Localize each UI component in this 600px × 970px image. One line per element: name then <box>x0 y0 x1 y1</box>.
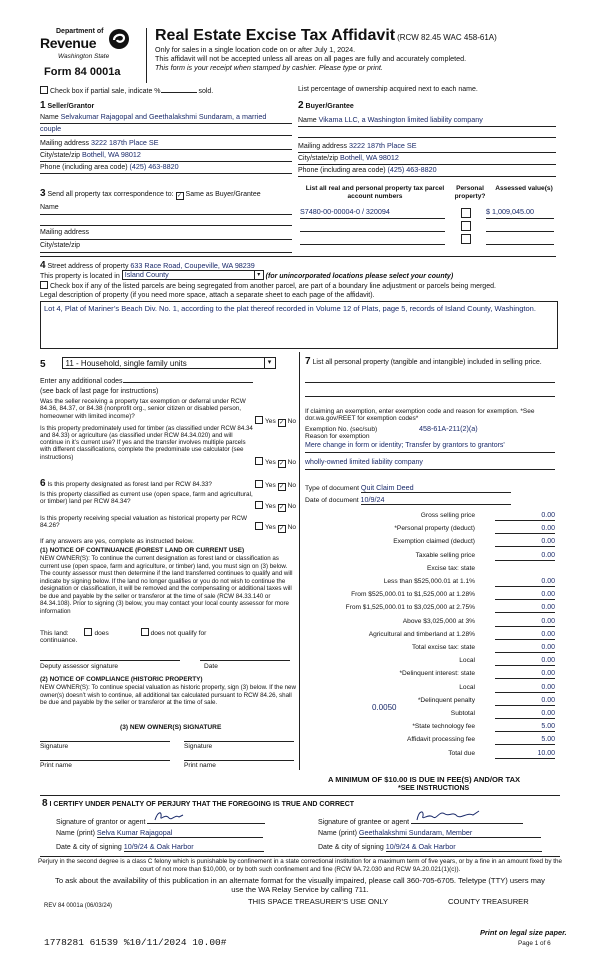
section5-q2: Is this property predominately used for timber (as classified under RCW 84.34 and 84.33) or agriculture (as classified under RCW 84.34.020) and will continue in it’s current use? If yes and the transfer involves multiple parcels with different classifications, complete the predominate use calculator (see instructions) <box>40 425 253 461</box>
personal-property-line-2[interactable] <box>305 396 555 397</box>
county-treasurer-label: COUNTY TREASURER <box>448 897 529 906</box>
calc-value[interactable]: 0.00 <box>495 512 555 521</box>
grantor-signature-row: Signature of grantor or agent <box>56 814 265 827</box>
treasurer-use-label: THIS SPACE TREASURER’S USE ONLY <box>248 897 389 906</box>
q2-yes-checkbox[interactable] <box>255 457 263 465</box>
if-yes-note: If any answers are yes, complete as instructed below. <box>40 538 194 545</box>
section3-city-field[interactable]: City/state/zip <box>40 242 292 253</box>
this-land-row: This land: does does not qualify for <box>40 630 207 637</box>
grantee-signature-field[interactable] <box>411 814 523 824</box>
calc-value[interactable]: 0.00 <box>495 710 555 719</box>
personal-property-checkbox-3[interactable] <box>461 234 471 244</box>
form-number: Form 84 0001a <box>44 66 121 78</box>
calc-label: Gross selling price <box>420 512 475 519</box>
logo-dept-line3: Washington State <box>58 53 110 60</box>
header-note-3: This form is your receipt when stamped by cashier. Please type or print. <box>155 63 383 72</box>
calc-label: *Personal property (deduct) <box>394 525 475 533</box>
calc-value[interactable]: 0.00 <box>495 525 555 534</box>
dor-logo <box>40 28 140 68</box>
buyer-heading: 2 Buyer/Grantee <box>298 100 354 111</box>
seller-city-field[interactable]: City/state/zip Bothell, WA 98012 <box>40 151 292 162</box>
buyer-mailing-field[interactable]: Mailing address 3222 187th Place SE <box>298 142 556 153</box>
notice2-title: (2) NOTICE OF COMPLIANCE (HISTORIC PROPERTY) <box>40 676 203 683</box>
calc-label: Exemption claimed (deduct) <box>393 538 475 546</box>
ownership-note: List percentage of ownership acquired next to each name. <box>298 86 478 93</box>
assessed-value-1[interactable]: $ 1,009,045.00 <box>486 208 554 219</box>
chevron-down-icon[interactable]: ▾ <box>264 358 275 368</box>
historic-yes-checkbox[interactable] <box>255 522 263 530</box>
section6-q2: Is this property classified as current use (open space, farm and agricultural, or timber) land per RCW 84.34? <box>40 491 253 506</box>
grantee-name-field[interactable]: Geethalakshmi Sundaram, Member <box>359 829 541 838</box>
section7-heading: 7 List all personal property (tangible and intangible) included in selling price. <box>305 356 542 367</box>
q1-yes-checkbox[interactable] <box>255 416 263 424</box>
chevron-down-icon[interactable]: ▾ <box>254 271 263 279</box>
q1-no-checkbox[interactable] <box>278 419 286 427</box>
section8-top-border <box>40 795 560 796</box>
grantee-date-field[interactable]: 10/9/24 & Oak Harbor <box>386 843 542 852</box>
calc-row <box>305 631 555 643</box>
buyer-name-field[interactable]: Name Vikama LLC, a Washington limited liability company <box>298 116 556 127</box>
does-qualify-checkbox[interactable] <box>84 628 92 636</box>
revision-code: REV 84 0001a (06/03/24) <box>44 903 113 909</box>
calc-label: Local <box>459 683 475 691</box>
calc-label: Total excise tax: state <box>411 644 475 651</box>
new-owner-sig-1[interactable]: Signature <box>40 741 170 751</box>
additional-codes-label: Enter any additional codes <box>40 378 253 386</box>
county-row: This property is located in Island County ▾ (for unincorporated locations please select your county) <box>40 270 454 280</box>
parcel-number-1[interactable]: S7480-00-00004-0 / 320094 <box>300 208 445 219</box>
calc-label: Less than $525,000.01 at 1.1% <box>383 578 475 585</box>
section5-q2-answer: Yes ✓ No <box>255 457 296 468</box>
seller-name-field[interactable]: Name Selvakumar Rajagopal and Geethalakshmi Sundaram, a married <box>40 113 292 124</box>
grantor-name-field[interactable]: Selva Kumar Rajagopal <box>97 829 263 838</box>
segregated-row: Check box if any of the listed parcels are being segregated from another parcel, are part of a boundary line adjustment or parcels being merged. <box>40 281 496 291</box>
seller-mailing-field[interactable]: Mailing address 3222 187th Place SE <box>40 139 292 150</box>
see-back-note: (see back of last page for instructions) <box>40 388 159 395</box>
reason-line-1[interactable]: Mere change in form or identity; Transfer by grantors to grantors' <box>305 442 555 453</box>
calc-value[interactable]: 0.00 <box>495 670 555 679</box>
calc-label: Agricultural and timberland at 1.28% <box>368 630 475 638</box>
calc-row <box>305 723 555 735</box>
parcels-col1-header: List all real and personal property tax parcel account numbers <box>305 185 445 200</box>
new-owner-print-1[interactable]: Print name <box>40 760 170 770</box>
calc-value[interactable]: 10.00 <box>495 750 555 759</box>
notice1-title: (1) NOTICE OF CONTINUANCE (FOREST LAND OR CURRENT USE) <box>40 547 245 554</box>
legal-description-field[interactable]: Lot 4, Plat of Mariner’s Beach Div. No. 1, according to the plat thereof recorded in Volume 12 of Plats, page 5, records of Island County, Washington. <box>40 301 558 349</box>
grantee-signature-mark <box>415 807 495 823</box>
calc-value[interactable]: 0.00 <box>495 631 555 640</box>
calc-row <box>305 736 555 748</box>
calc-label: Excise tax: state <box>426 564 475 572</box>
section6-q2-answer: Yes ✓ No <box>255 501 296 512</box>
use-code-select[interactable]: 11 - Household, single family units ▾ <box>62 357 276 369</box>
section-divider <box>40 256 556 257</box>
grantee-date-row: Date & city of signing 10/9/24 & Oak Harbor <box>318 843 542 852</box>
parcels-col3-header: Assessed value(s) <box>495 185 553 192</box>
section5-q1: Was the seller receiving a property tax exemption or deferral under RCW 84.36, 84.37, or 84.38 (nonprofit org., senior citizen or disabled person, homeowner with limited income)? <box>40 398 246 420</box>
segregated-checkbox[interactable] <box>40 281 48 289</box>
grantor-date-row: Date & city of signing 10/9/24 & Oak Harbor <box>56 843 264 852</box>
grantor-signature-mark <box>153 809 193 823</box>
section3-name-field[interactable]: Name <box>40 204 292 215</box>
legal-label: Legal description of property (if you need more space, attach a separate sheet to each page of the affidavit). <box>40 292 375 299</box>
section3-heading: 3 Send all property tax correspondence to: ✓ Same as Buyer/Grantee <box>40 188 261 200</box>
calc-label: Above $3,025,000 at 3% <box>402 617 475 625</box>
deputy-date-line <box>200 660 290 661</box>
same-as-buyer-checkbox[interactable] <box>176 192 184 200</box>
partial-sale-checkbox[interactable] <box>40 86 48 94</box>
doc-type-field[interactable]: Quit Claim Deed <box>361 484 511 493</box>
header-divider <box>146 28 147 83</box>
street-address-field[interactable]: 633 Race Road, Coupeville, WA 98239 <box>130 261 255 270</box>
recording-stamp: 1778281 61539 %10/11/2024 10.00# <box>44 937 227 948</box>
calc-row <box>305 657 555 669</box>
page-title: Real Estate Excise Tax Affidavit (RCW 82.45 WAC 458-61A) <box>155 27 497 44</box>
section5-row: 5 11 - Household, single family units ▾ <box>40 357 276 371</box>
grantee-name-row: Name (print) Geethalakshmi Sundaram, Member <box>318 829 541 838</box>
perjury-warning: Perjury in the second degree is a class C felony which is punishable by confinement in a state correctional institution for a maximum term of five years, or by a fine in an amount fixed by the court of not more than $10,000, or by both such confinement and fine (RCW 9A.72.030 and RCW 9A.20.021(1)(c)). <box>38 858 562 873</box>
calc-label: Affidavit processing fee <box>406 736 475 744</box>
parcel-number-3[interactable] <box>300 234 445 245</box>
reason-label: Reason for exemption <box>305 433 370 440</box>
buyer-city-field[interactable]: City/state/zip Bothell, WA 98012 <box>298 154 556 165</box>
does-not-qualify-checkbox[interactable] <box>141 628 149 636</box>
doc-type-row: Type of document Quit Claim Deed <box>305 484 511 493</box>
section3-mailing-field[interactable]: Mailing address <box>40 229 292 240</box>
deputy-sig-label: Deputy assessor signature <box>40 663 119 670</box>
calc-row <box>305 578 555 590</box>
section3-blank-line[interactable] <box>40 217 292 226</box>
calc-row <box>305 684 555 696</box>
grantor-name-row: Name (print) Selva Kumar Rajagopal <box>56 829 263 838</box>
calc-value[interactable]: 0.00 <box>495 697 555 706</box>
personal-property-checkbox-2[interactable] <box>461 221 471 231</box>
personal-property-checkbox-1[interactable] <box>461 208 471 218</box>
seller-name-line2[interactable]: couple <box>40 125 292 136</box>
reason-line-2[interactable]: wholly-owned limited liability company <box>305 459 555 470</box>
deputy-sig-line <box>40 660 180 661</box>
calc-value[interactable]: 0.00 <box>495 657 555 666</box>
calc-value[interactable]: 5.00 <box>495 723 555 732</box>
grantor-signature-field[interactable] <box>147 814 265 824</box>
calc-label: From $525,000.01 to $1,525,000 at 1.28% <box>351 591 475 599</box>
calc-label: Local <box>459 657 475 665</box>
calc-value[interactable]: 0.00 <box>495 591 555 600</box>
page-number: Page 1 of 6 <box>518 940 551 947</box>
calc-row <box>305 565 555 577</box>
assessed-value-3[interactable] <box>486 234 554 245</box>
local-rate-value: 0.0050 <box>372 703 397 712</box>
doc-date-field[interactable]: 10/9/24 <box>361 496 511 505</box>
notice1-text: NEW OWNER(S): To continue the current designation as forest land or classification as current use (open space, farm and agriculture, or timber) land, you must sign on (3) below. The county assessor must then determine if the land transferred continues to qualify and will indicate by signing below. If the land no longer qualifies or you do not wish to continue the designation or classification, it will be removed and the compensating or additional taxes will be due and payable by the seller or transferor at the time of sale (RCW 84.33.140 or 84.34.108). Prior to signing (3) below, you may contact your local county assessor for more information <box>40 555 293 615</box>
minimum-note: A MINIMUM OF $10.00 IS DUE IN FEE(S) AND/OR TAX <box>328 775 521 784</box>
forest-yes-checkbox[interactable] <box>255 480 263 488</box>
calc-label: *Delinquent interest: state <box>399 670 475 678</box>
q2-no-checkbox[interactable] <box>278 460 286 468</box>
calc-value[interactable]: 0.00 <box>495 604 555 613</box>
calc-value[interactable]: 5.00 <box>495 736 555 745</box>
calc-row <box>305 512 555 524</box>
logo-swirl-icon <box>108 28 130 50</box>
section6-q1: 6 Is this property designated as forest land per RCW 84.33? <box>40 478 212 489</box>
section6-q1-answer: Yes ✓ No <box>255 480 296 491</box>
accessibility-note: To ask about the availability of this publication in an alternate format for the visually impaired, please call 360-705-6705. Teletype (TTY) users may use the WA Relay Service by calling 711. <box>55 876 545 895</box>
doc-date-row: Date of document 10/9/24 <box>305 496 511 505</box>
calc-label: *State technology fee <box>412 723 475 731</box>
calc-row <box>305 591 555 603</box>
calc-value[interactable]: 0.00 <box>495 644 555 653</box>
calc-row <box>305 670 555 682</box>
new-owner-print-2[interactable]: Print name <box>184 760 294 770</box>
buyer-blank-line[interactable] <box>298 129 556 138</box>
see-instructions: *SEE INSTRUCTIONS <box>398 785 470 792</box>
deputy-date-label: Date <box>204 663 218 670</box>
section8-bottom-border <box>40 856 560 857</box>
calc-row <box>305 604 555 616</box>
calc-value[interactable]: 0.00 <box>495 538 555 547</box>
section6-q3: Is this property receiving special valuation as historical property per RCW 84.26? <box>40 515 248 530</box>
county-select[interactable]: Island County ▾ <box>122 270 264 280</box>
calc-row <box>305 750 555 762</box>
exemption-intro: If claiming an exemption, enter exemption code and reason for exemption. *See dor.wa.gov/REET for exemption codes* <box>305 408 535 423</box>
section6-q3-answer: Yes ✓ No <box>255 522 296 533</box>
calc-row <box>305 538 555 550</box>
calc-row <box>305 644 555 656</box>
assessed-value-2[interactable] <box>486 221 554 232</box>
grantor-date-field[interactable]: 10/9/24 & Oak Harbor <box>124 843 264 852</box>
calc-label: *Delinquent penalty <box>417 696 475 704</box>
header-note-2: This affidavit will not be accepted unless all areas on all pages are fully and accurately completed. <box>155 54 467 63</box>
new-owner-sig-title: (3) NEW OWNER(S) SIGNATURE <box>120 724 222 731</box>
historic-no-checkbox[interactable] <box>278 525 286 533</box>
parcel-number-2[interactable] <box>300 221 445 232</box>
calc-label: Total due <box>448 749 475 757</box>
calc-value[interactable]: 0.00 <box>495 684 555 693</box>
parcels-col2-header: Personal property? <box>454 185 486 200</box>
logo-dept-line1: Department of <box>56 28 104 35</box>
current-use-yes-checkbox[interactable] <box>255 501 263 509</box>
seller-phone-field[interactable]: Phone (including area code) (425) 463-8820 <box>40 163 292 174</box>
calc-row <box>305 710 555 722</box>
continuance-label: continuance. <box>40 637 78 644</box>
calc-value[interactable]: 0.00 <box>495 618 555 627</box>
exemption-no-row: Exemption No. (sec/sub) 458-61A-211(2)(a) <box>305 424 478 433</box>
calc-value[interactable]: 0.00 <box>495 578 555 587</box>
personal-property-line-1[interactable] <box>305 382 555 383</box>
calc-label: Subtotal <box>450 710 475 717</box>
buyer-phone-field[interactable]: Phone (including area code) (425) 463-8820 <box>298 166 556 177</box>
current-use-no-checkbox[interactable] <box>278 504 286 512</box>
section4-street: 4 Street address of property 633 Race Road, Coupeville, WA 98239 <box>40 260 255 271</box>
calc-row <box>305 697 555 709</box>
print-legal-note: Print on legal size paper. <box>480 928 567 937</box>
calc-value[interactable]: 0.00 <box>495 552 555 561</box>
header-note-1: Only for sales in a single location code on or after July 1, 2024. <box>155 45 356 54</box>
calc-row <box>305 552 555 564</box>
column-divider <box>299 352 300 770</box>
calc-row <box>305 618 555 630</box>
notice2-text: NEW OWNER(S): To continue special valuation as historic property, sign (3) below. If the new owner(s) doesn’t wish to continue, all additional tax calculated pursuant to RCW 84.26, shall be due and payable by the seller or transferor at the time of sale. <box>40 684 296 707</box>
grantee-signature-row: Signature of grantee or agent <box>318 814 523 827</box>
section5-q1-answer: Yes ✓ No <box>255 416 296 427</box>
partial-sale-row: Check box if partial sale, indicate % sold. <box>40 86 213 96</box>
calc-label: From $1,525,000.01 to $3,025,000 at 2.75% <box>345 604 475 612</box>
logo-dept-line2: Revenue <box>40 35 97 51</box>
seller-heading: 1 Seller/Grantor <box>40 100 95 111</box>
calc-row <box>305 525 555 537</box>
calc-label: Taxable selling price <box>415 551 475 559</box>
new-owner-sig-2[interactable]: Signature <box>184 741 294 751</box>
section8-certify: 8 I CERTIFY UNDER PENALTY OF PERJURY THAT THE FOREGOING IS TRUE AND CORRECT <box>42 798 355 809</box>
forest-no-checkbox[interactable] <box>278 483 286 491</box>
